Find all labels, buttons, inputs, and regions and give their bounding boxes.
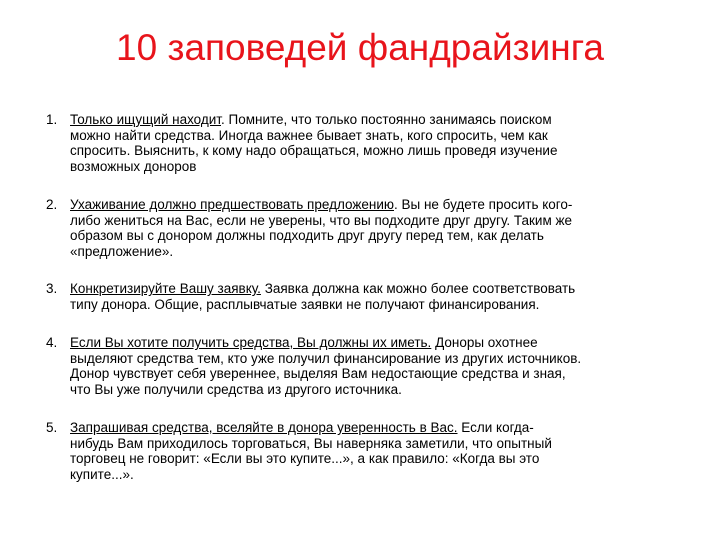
item-number: 2. xyxy=(46,197,58,212)
item-line: что Вы уже получили средства из другого источника. xyxy=(70,381,402,397)
item-text xyxy=(70,281,690,312)
item-line: образом вы с донором должны подходить друг другу перед тем, как делать xyxy=(70,228,544,243)
item-line xyxy=(70,335,690,351)
item-line xyxy=(70,420,690,436)
item-line: «предложение». xyxy=(70,243,174,259)
item-rest: Доноры охотнее xyxy=(431,335,538,350)
item-line: купите...». xyxy=(70,466,134,482)
item-rest: Заявка должна как можно более соответствовать xyxy=(260,281,576,296)
item-text xyxy=(70,335,690,397)
item-line xyxy=(70,281,690,297)
item-rest: . Вы не будете просить кого- xyxy=(394,197,573,212)
item-line: возможных доноров xyxy=(70,158,197,174)
item-lead: Конкретизируйте Вашу заявку. xyxy=(70,281,261,296)
item-lead: Ухаживание должно предшествовать предложению xyxy=(70,197,394,212)
item-line: выделяют средства тем, кто уже получил финансирование из других источников. xyxy=(70,350,582,366)
item-text xyxy=(70,420,690,482)
item-line: Донор чувствует себя увереннее, выделяя Вам недостающие средства и зная, xyxy=(70,366,566,381)
item-rest: Если когда- xyxy=(457,420,534,435)
item-line: типу донора. Общие, расплывчатые заявки не получают финансирования. xyxy=(70,296,540,312)
item-lead: Только ищущий находит xyxy=(70,112,221,127)
item-lead: Если Вы хотите получить средства, Вы должны их иметь. xyxy=(70,335,432,350)
item-text xyxy=(70,112,690,174)
item-line: нибудь Вам приходилось торговаться, Вы наверняка заметили, что опытный xyxy=(70,435,552,451)
item-line xyxy=(70,197,690,213)
item-rest: . Помните, что только постоянно занимаясь поиском xyxy=(221,112,552,127)
item-line: спросить. Выяснить, к кому надо обращаться, можно лишь проведя изучение xyxy=(70,143,558,158)
slide-title: 10 заповедей фандрайзинга xyxy=(116,27,604,68)
item-lead: Запрашивая средства, вселяйте в донора уверенность в Вас. xyxy=(70,420,458,435)
item-line: торговец не говорит: «Если вы это купите...», а как правило: «Когда вы это xyxy=(70,451,540,466)
item-number: 4. xyxy=(46,335,58,350)
item-line xyxy=(70,112,690,128)
item-text xyxy=(70,197,690,259)
item-line: можно найти средства. Иногда важнее бывает знать, кого спросить, чем как xyxy=(70,127,548,143)
item-line: либо жениться на Вас, если не уверены, что вы подходите друг другу. Таким же xyxy=(70,212,573,228)
item-number: 5. xyxy=(46,420,58,435)
item-number: 3. xyxy=(46,281,58,296)
item-number: 1. xyxy=(46,112,58,127)
